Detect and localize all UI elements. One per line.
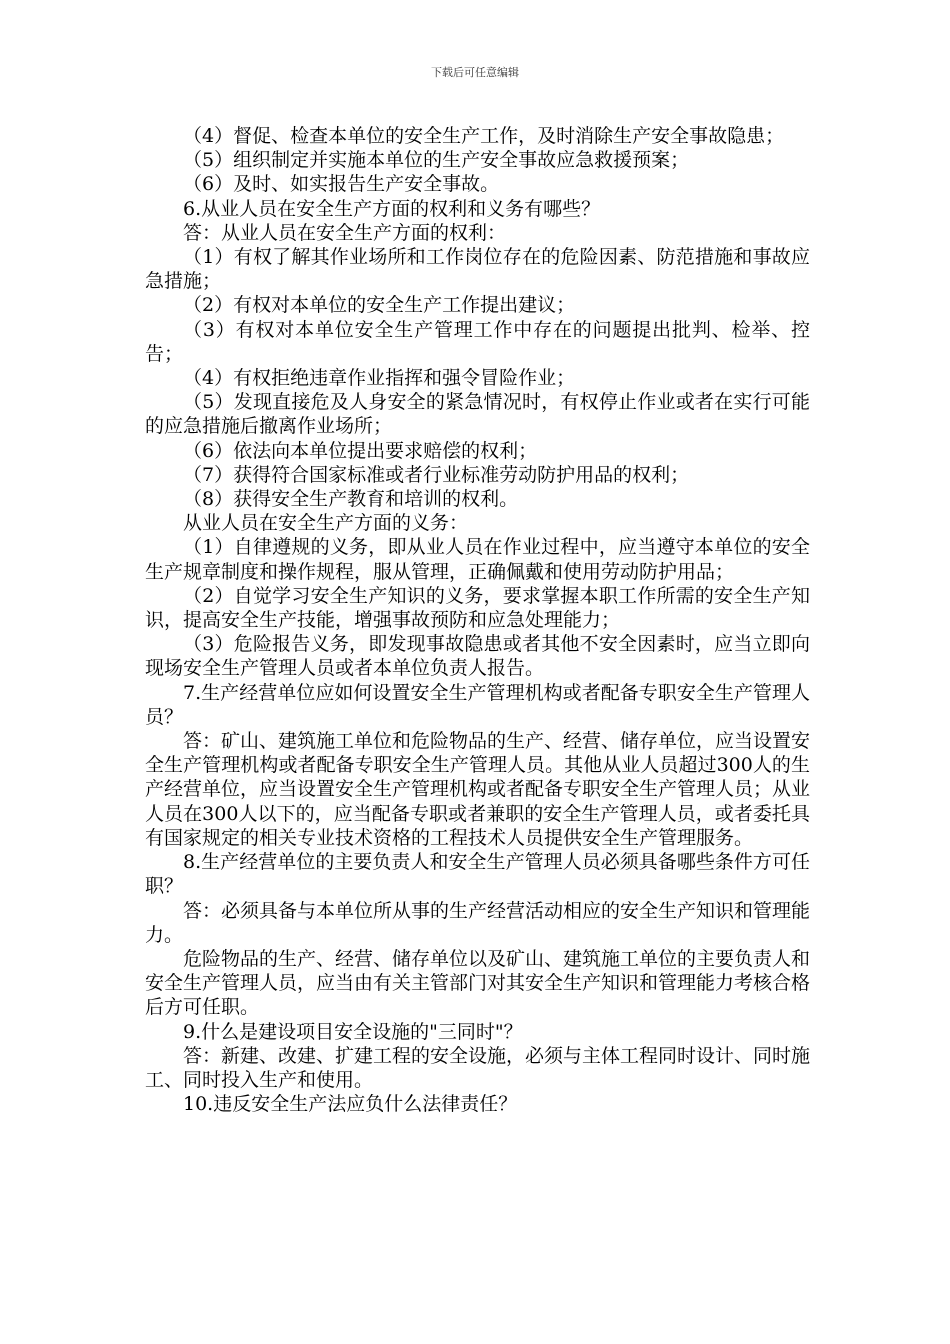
paragraph: （1）自律遵规的义务，即从业人员在作业过程中，应当遵守本单位的安全生产规章制度和操作规程，服从管理，正确佩戴和使用劳动防护用品；: [145, 536, 810, 583]
paragraph: （4）督促、检查本单位的安全生产工作，及时消除生产安全事故隐患；: [183, 125, 785, 147]
paragraph: （6）及时、如实报告生产安全事故。: [183, 173, 500, 196]
paragraph: （6）依法向本单位提出要求赔偿的权利；: [183, 439, 538, 462]
paragraph: 从业人员在安全生产方面的义务：: [183, 512, 469, 535]
paragraph: 答：必须具备与本单位所从事的生产经营活动相应的安全生产知识和管理能力。: [145, 899, 811, 946]
paragraph: （5）组织制定并实施本单位的生产安全事故应急救援预案；: [183, 149, 690, 172]
paragraph: 答：矿山、建筑施工单位和危险物品的生产、经营、储存单位，应当设置安全生产管理机构或者配备专职安全生产管理人员。其他从业人员超过300人的生产经营单位，应当设置安全生产管理机构或者配备专职安全生产管理人员；从业人员在300人以下的，应当配备专职或者兼职的安全生产管理人员，或者委托具有国家规定的相关专业技术资格的工程技术人员提供安全生产管理服务。: [145, 730, 811, 849]
paragraph: 答：新建、改建、扩建工程的安全设施，必须与主体工程同时设计、同时施工、同时投入生产和使用。: [145, 1044, 811, 1091]
paragraph: 答：从业人员在安全生产方面的权利：: [183, 221, 507, 244]
paragraph: （8）获得安全生产教育和培训的权利。: [183, 488, 519, 511]
question-heading: 9.什么是建设项目安全设施的"三同时"？: [183, 1020, 523, 1043]
paragraph: （5）发现直接危及人身安全的紧急情况时，有权停止作业或者在实行可能的应急措施后撤离作业场所；: [145, 391, 810, 438]
question-heading: 7.生产经营单位应如何设置安全生产管理机构或者配备专职安全生产管理人员？: [145, 681, 810, 728]
question-heading: 10.违反安全生产法应负什么法律责任？: [183, 1093, 518, 1116]
paragraph: （2）自觉学习安全生产知识的义务，要求掌握本职工作所需的安全生产知识，提高安全生产技能，增强事故预防和应急处理能力；: [145, 584, 810, 632]
paragraph: （4）有权拒绝违章作业指挥和强令冒险作业；: [183, 367, 576, 390]
document-body: [145, 124, 810, 1116]
paragraph: （3）危险报告义务，即发现事故隐患或者其他不安全因素时，应当立即向现场安全生产管理人员或者本单位负责人报告。: [145, 633, 810, 680]
paragraph: （7）获得符合国家标准或者行业标准劳动防护用品的权利；: [183, 463, 690, 486]
paragraph: （2）有权对本单位的安全生产工作提出建议；: [183, 294, 576, 317]
paragraph: （1）有权了解其作业场所和工作岗位存在的危险因素、防范措施和事故应急措施；: [145, 246, 810, 293]
question-heading: 8.生产经营单位的主要负责人和安全生产管理人员必须具备哪些条件方可任职？: [145, 851, 810, 898]
paragraph: 危险物品的生产、经营、储存单位以及矿山、建筑施工单位的主要负责人和安全生产管理人员，应当由有关主管部门对其安全生产知识和管理能力考核合格后方可任职。: [145, 947, 811, 1019]
page-header: 下载后可任意编辑: [431, 66, 519, 79]
question-heading: 6.从业人员在安全生产方面的权利和义务有哪些？: [183, 197, 601, 220]
paragraph: （3）有权对本单位安全生产管理工作中存在的问题提出批判、检举、控告；: [145, 318, 810, 365]
